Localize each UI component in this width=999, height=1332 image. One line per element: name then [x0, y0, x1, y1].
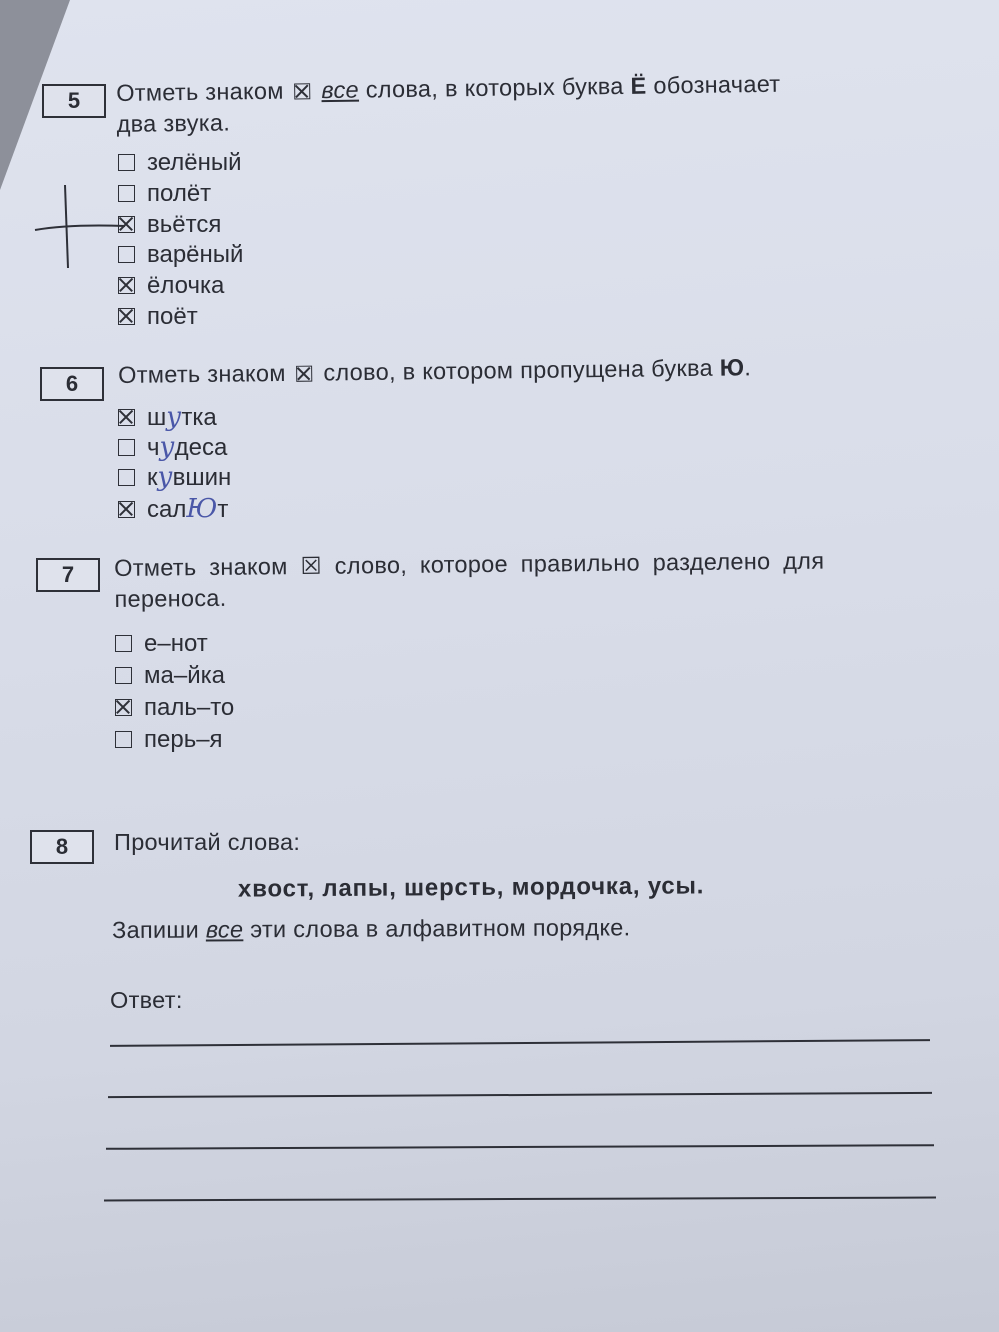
option-label: ма–йка [144, 662, 225, 689]
task-5-q-emphasis: все [321, 76, 360, 104]
task-7-number: 7 [36, 558, 100, 592]
task-6-number: 6 [40, 367, 104, 401]
task-7-option[interactable] [115, 725, 223, 755]
task-6-option[interactable] [118, 402, 217, 433]
option-label: е–нот [144, 630, 208, 657]
option-label: поёт [147, 303, 198, 330]
task-6-option[interactable] [118, 462, 231, 493]
option-suffix: деса [174, 434, 228, 461]
task-7-q-line2: переноса. [114, 584, 227, 612]
handwritten-letter: Ю [186, 494, 218, 524]
option-prefix: ш [147, 404, 167, 431]
task-8-number: 8 [30, 830, 94, 864]
task-5-q-part1: Отметь знаком [116, 77, 284, 106]
task-5-option[interactable] [118, 302, 198, 332]
option-label: вьётся [147, 211, 222, 238]
task-8-instr-part1: Запиши [112, 916, 200, 943]
option-prefix: к [147, 464, 158, 491]
checkbox-sign-icon [296, 366, 312, 382]
task-7-option[interactable] [115, 693, 234, 723]
option-label: зелёный [147, 149, 242, 176]
checkbox[interactable] [118, 439, 135, 456]
task-6-q-letter: Ю [719, 354, 745, 381]
checkbox[interactable] [115, 635, 132, 652]
task-5-q-letter: Ё [630, 72, 647, 99]
checkbox-checked[interactable] [115, 699, 132, 716]
task-7-option[interactable] [115, 629, 208, 659]
option-suffix: тка [181, 404, 217, 431]
option-suffix: т [217, 496, 229, 523]
task-6-q-part1: Отметь знаком [118, 359, 286, 388]
task-7-question [114, 544, 935, 615]
task-5-q-line2: два звука. [116, 109, 231, 137]
option-suffix: вшин [172, 464, 232, 491]
checkbox-sign-icon [294, 83, 310, 99]
task-6-q-part2: слово, в котором пропущена буква [323, 354, 714, 386]
checkbox-checked[interactable] [118, 409, 135, 426]
task-7-q-line1: Отметь знаком ☒ слово, которое правильно разделено для [114, 547, 825, 581]
hand-drawn-plus-mark [30, 180, 140, 280]
option-prefix: ч [147, 434, 160, 461]
option-label: паль–то [144, 694, 235, 721]
answer-label: Ответ: [110, 987, 183, 1013]
task-5-q-part3: обозначает [653, 70, 781, 99]
task-7-option[interactable] [115, 661, 225, 691]
checkbox-checked[interactable] [118, 308, 135, 325]
task-5-number: 5 [42, 84, 106, 118]
task-6-q-end: . [744, 354, 752, 381]
handwritten-letter: у [157, 462, 173, 492]
option-label: перь–я [144, 726, 223, 753]
option-label: ёлочка [147, 272, 225, 299]
checkbox[interactable] [115, 731, 132, 748]
checkbox[interactable] [118, 469, 135, 486]
task-6-option[interactable] [118, 494, 228, 525]
option-label: варёный [147, 241, 244, 268]
task-6-option[interactable] [118, 432, 227, 463]
checkbox-checked[interactable] [118, 501, 135, 518]
task-5-option[interactable] [118, 148, 242, 178]
task-8-instr-part2: эти слова в алфавитном порядке. [250, 914, 631, 943]
task-8-words: хвост, лапы, шерсть, мордочка, усы. [237, 872, 705, 903]
task-8-instruction [112, 911, 932, 946]
handwritten-letter: у [166, 402, 182, 432]
task-5-question [116, 67, 917, 140]
checkbox[interactable] [118, 154, 135, 171]
handwritten-letter: у [159, 432, 175, 462]
task-8-instr-emphasis: все [205, 916, 244, 943]
task-5-q-part2: слова, в которых буква [365, 72, 624, 103]
option-prefix: сал [147, 496, 187, 523]
option-label: полёт [147, 180, 212, 207]
checkbox[interactable] [115, 667, 132, 684]
task-8-prompt: Прочитай слова: [114, 829, 301, 855]
